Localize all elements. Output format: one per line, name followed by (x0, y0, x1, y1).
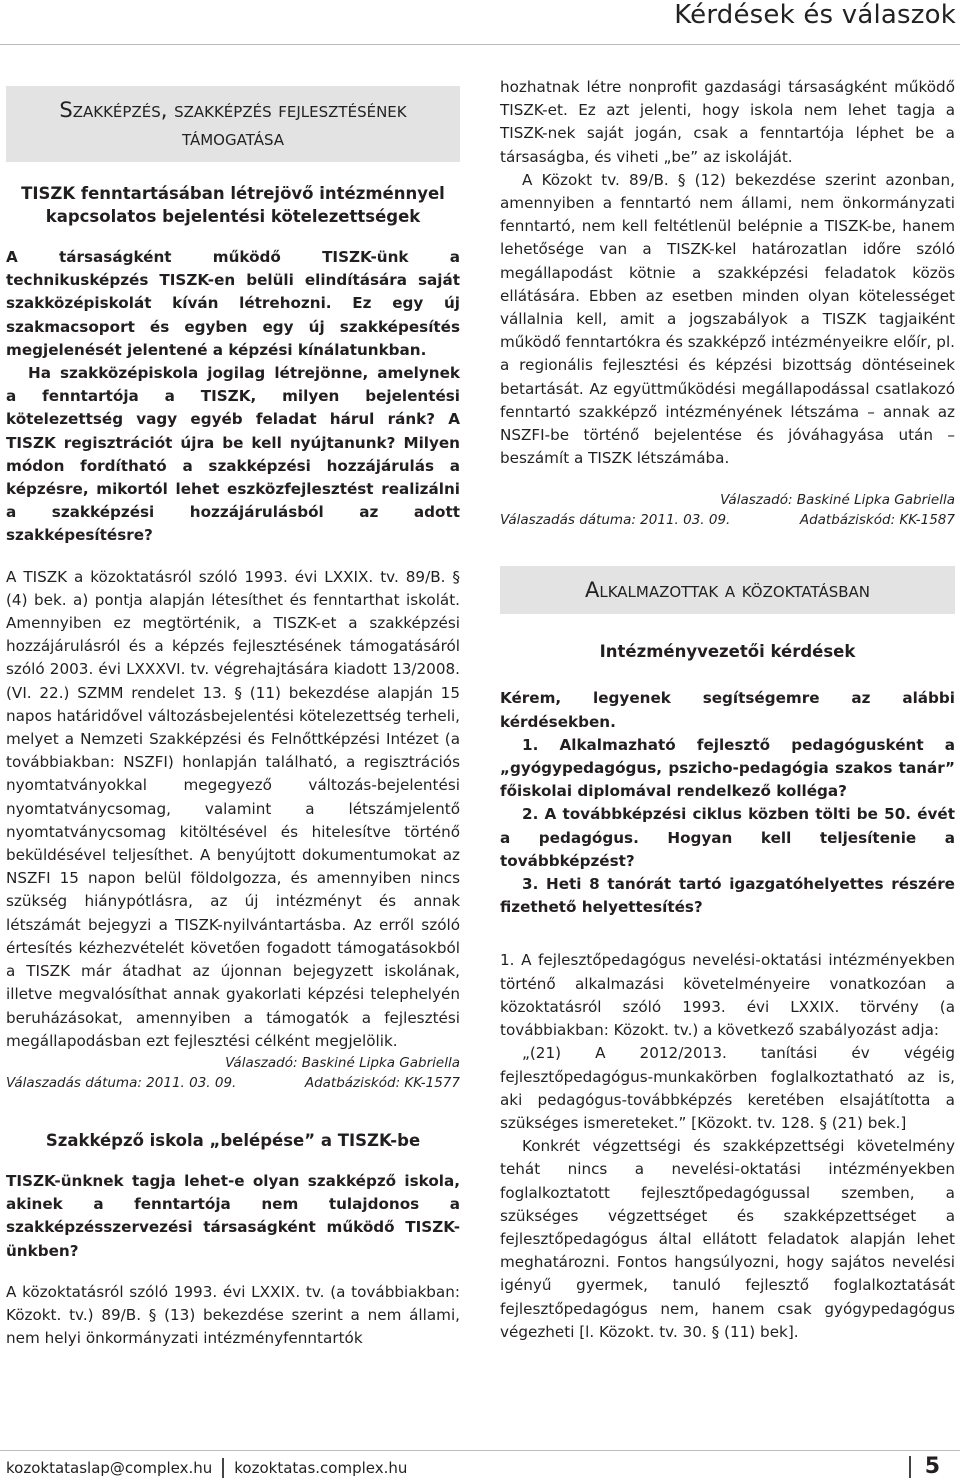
answer-3-quote: „(21) A 2012/2013. tanítási év végéig fejlesztőpedagógus-munkakörben foglalkoztatható az is, aki pedagógus-továbbképzés keretében elsajátította a szükséges ismereteket.” [Közokt. tv. 128. § (21) bek.] (500, 1044, 955, 1132)
respondent-1: Válaszadó: Baskiné Lipka Gabriella (225, 1054, 460, 1071)
question-3-title: Intézményvezetői kérdések (599, 642, 856, 662)
running-title: Kérdések és válaszok (674, 0, 956, 30)
answer-date-1: Válaszadás dátuma: 2011. 03. 09. (6, 1074, 237, 1091)
respondent-2: Válaszadó: Baskiné Lipka Gabriella (720, 492, 955, 509)
database-code-2: Adatbáziskód: KK-1587 (799, 512, 955, 529)
question-1-para-1: A társaságként működő TISZK-ünk a technikusképzés TISZK-en belüli elindítására saját szakközépiskolát kíván létrehozni. Ez egy új szakmacsoport és egyben egy új szakképesítés megjelenését jelentené a képzési kínálatunkban. (6, 248, 460, 359)
left-column (6, 80, 460, 1350)
signature-row-2 (500, 510, 955, 530)
answer-2-start: A közoktatásról szóló 1993. évi LXXIX. tv. (a továbbiakban: Közokt. tv.) 89/B. § (13) bekezdése szerint a nem állami, nem helyi önkormányzati intézményfenntartók (6, 1282, 460, 1348)
page-number-block (909, 1454, 940, 1479)
database-code-1: Adatbáziskód: KK-1577 (304, 1074, 460, 1091)
footer-divider (0, 1450, 960, 1451)
question-3-item-2: 2. A továbbképzési ciklus közben tölti be 50. évét a pedagógus. Hogyan kell teljesítenie a továbbképzést? (500, 805, 955, 870)
question-3-intro: Kérem, legyenek segítségemre az alábbi kérdésekben. (500, 689, 955, 731)
footer-email[interactable]: kozoktataslap@complex.hu (6, 1459, 213, 1477)
footer-separator (222, 1458, 224, 1478)
page-number: 5 (924, 1454, 940, 1479)
question-3-item-1: 1. Alkalmazható fejlesztő pedagógusként a „gyógypedagógus, pszicho-pedagógia szakos tanár” főiskolai diplomával rendelkező kolléga? (500, 735, 955, 801)
question-2-title: Szakképző iskola „belépése” a TISZK-be (45, 1130, 421, 1150)
header-divider (0, 44, 960, 45)
question-3-item-3: 3. Heti 8 tanórát tartó igazgatóhelyettes részére fizethető helyettesítés? (500, 875, 955, 917)
footer-website[interactable]: kozoktatas.complex.hu (234, 1459, 408, 1477)
answer-2-continued-2: A Közokt tv. 89/B. § (12) bekezdése szerint azonban, amennyiben a fenntartó nem állami, nem önkormányzati fenntartó, nem kell feltétlenül belépnie a TISZK-be, hanem lehetősége van a TISZK-kel határozatlan időre szóló megállapodást kötnie a szakképzési feladatok közös ellátására. Ebben az esetben minden olyan kötelességet vállalnia kell, amit a jogszabályok a TISZK tagjaiként működő fenntartókra és szakképző intézményeikre előír, pl. a regionális fejlesztési és képzési bizottság döntéseinek betartását. Az együttműködési megállapodással csatlakozó fenntartó szakképző intézményének létszáma – annak az NSZFI-be történő bejelentése és jóváhagyása után – beszámít a TISZK létszámába. (500, 170, 955, 468)
footer (6, 1458, 407, 1478)
signature-row-1 (6, 1073, 460, 1093)
question-1-title: TISZK fenntartásában létrejövő intézménnyel kapcsolatos bejelentési kötelezettségek (21, 184, 445, 226)
answer-date-2: Válaszadás dátuma: 2011. 03. 09. (500, 512, 731, 529)
question-2-para-1: TISZK-ünknek tagja lehet-e olyan szakképző iskola, akinek a fenntartója nem tulajdonos a szakképzésszervezési társaságként működő TISZK-ünkben? (6, 1171, 460, 1260)
page-number-separator (909, 1456, 911, 1478)
section-title-vocational: Szakképzés, szakképzés fejlesztésének támogatása (6, 86, 460, 162)
answer-3-para-1: 1. A fejlesztőpedagógus nevelési-oktatási intézményekben történő alkalmazási követelményeire vonatkozóan a közoktatásról szóló 1993. évi LXXIX. törvény (a továbbiakban: Közokt. tv.) a következő szabályozást adja: (500, 951, 955, 1040)
answer-3-para-2: Konkrét végzettségi és szakképzettségi követelmény tehát nincs a nevelési-oktatási intézményekben foglalkoztatott fejlesztőpedagógussal szemben, a szükséges végzettséget és szakképzettséget a fejlesztőpedagógus által ellátott feladatok alapján lehet meghatározni. Fontos hangsúlyozni, hogy sajátos nevelési igényű gyermek, tanuló fejlesztő foglalkoztatását fejlesztőpedagógus nem, hanem csak gyógypedagógus végezheti [l. Közokt. tv. 30. § (11) bek]. (500, 1137, 955, 1341)
section-title-employees: Alkalmazottak a közoktatásban (500, 566, 955, 614)
answer-1: A TISZK a közoktatásról szóló 1993. évi LXXIX. tv. 89/B. § (4) bek. a) pontja alapján létesíthet és fenntarthat iskolát. Amennyiben ez megtörténik, a TISZK-et a szakképzési hozzájárulásról és a képzés fejlesztésének támogatásáról szóló 2003. évi LXXXVI. tv. végrehajtására kiadott 13/2008. (VI. 22.) SZMM rendelet 13. § (11) bekezdése alapján 15 napos határidővel változásbejelentési kötelezettség terheli, melyet a Nemzeti Szakképzési és Felnőttképzési Intézet (a továbbiakban: NSZFI) honlapján található, a regisztrációs nyomtatványokkal megegyező változás-bejelentési nyomtatványcsomag, valamint a létszámjelentő nyomtatványcsomag kitöltésével és hitelesítve történő beküldésével teljesíthet. A benyújtott dokumentumokat az NSZFI 15 napon belül földolgozza, és amennyiben nincs szükség hiánypótlásra, az új intézményt és annak létszámát bejegyzi a TISZK-nyilvántartásba. Az erről szóló értesítés kézhezvételét követően fogadott támogatásokból a TISZK már átadhat az újonnan bejegyzett iskolának, illetve megvalósíthat annak gyakorlati képzési telephelyén beruházásokat, amennyiben a támogatók a fejlesztési megállapodásban ezt fejlesztési célként megjelölik. (6, 567, 460, 1050)
right-column (500, 80, 955, 1344)
answer-2-continued-1: hozhatnak létre nonprofit gazdasági társaságként működő TISZK-et. Ez azt jelenti, hogy iskola nem lehet tagja a TISZK-nek saját jogán, csak a fenntartója léphet be a társaságba, és viheti „be” az iskoláját. (500, 78, 955, 166)
question-1-para-2: Ha szakközépiskola jogilag létrejönne, amelynek a fenntartója a TISZK, milyen bejelentési kötelezettség vagy egyéb feladat hárul ránk? A TISZK regisztrációt újra be kell nyújtanunk? Milyen módon fordítható a szakképzési hozzájárulás a képzésre, mikortól lehet eszközfejlesztést realizálni a szakképzési hozzájárulásból az adott szakképesítésre? (6, 364, 460, 545)
